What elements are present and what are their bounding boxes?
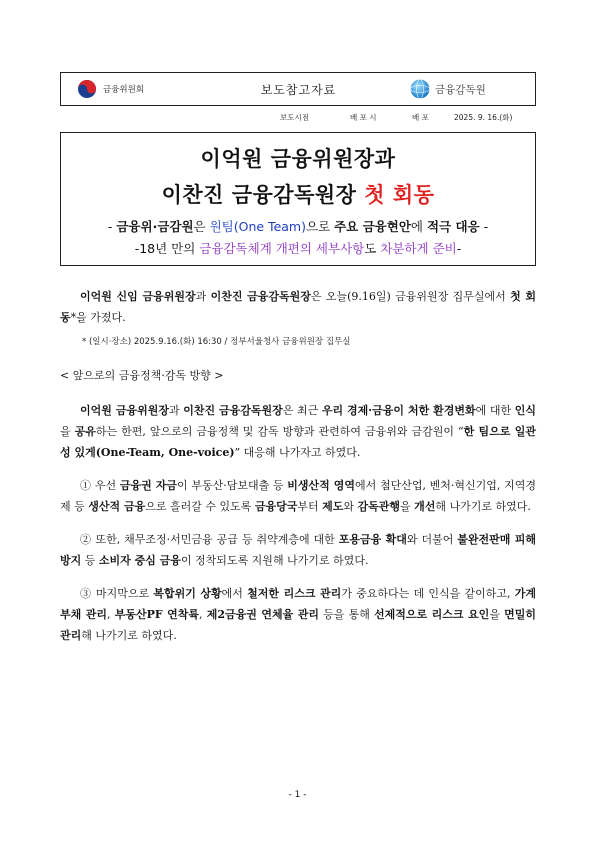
p2-t4: 을: [60, 425, 75, 438]
p5-t2: 가 중요하다는 데 인식을 같이하고,: [341, 587, 515, 600]
dist-label: 배 포: [412, 113, 429, 122]
paragraph-point-1: [60, 475, 536, 517]
subtitle-2: [61, 239, 535, 257]
p4-t0: ② 또한, 채무조정·서민금융 공급 등 취약계층에 대한: [80, 533, 339, 546]
p2-t2: 은 최근: [282, 404, 322, 417]
p3-t1: 이 부동산·담보대출 등: [177, 479, 288, 492]
p5-t5: 등을 통해: [319, 608, 375, 621]
sub1-mid2: 으로: [305, 219, 335, 234]
p2-b4: 인식: [514, 404, 536, 417]
p5-t6: 을: [489, 608, 505, 621]
sub1-one-team: 원팀(One Team): [209, 219, 306, 234]
p4-b1: 포용금융 확대: [338, 533, 407, 546]
p3-t3: 으로 흘러갈 수 있도록: [145, 500, 255, 513]
sub1-suffix: -: [479, 219, 489, 234]
sub2-suffix: -: [456, 241, 462, 256]
sub2-highlight1: 금융감독체계 개편의 세부사항: [199, 241, 365, 256]
p5-b4: 부동산PF 연착륙: [114, 608, 200, 621]
section-title: < 앞으로의 금융정책·감독 방향 >: [60, 369, 224, 382]
p3-t2: 에서 첨단산업, 벤처·혁신기업, 지역경제 등: [60, 479, 536, 513]
page-number: - 1 -: [288, 790, 307, 800]
sub1-prefix: -: [107, 219, 117, 234]
p3-t4: 부터: [297, 500, 323, 513]
p3-t7: 해 나가기로 하였다.: [435, 500, 531, 513]
report-time-value: 배 포 시: [350, 113, 377, 122]
p3-b5: 제도: [322, 500, 344, 513]
p3-b2: 비생산적 영역: [287, 479, 356, 492]
p4-t3: 이 정착되도록 지원해 나가기로 하였다.: [180, 554, 369, 567]
p3-t6: 을: [400, 500, 415, 513]
report-time-label: 보도시점: [280, 113, 309, 122]
p3-b4: 금융당국: [254, 500, 298, 513]
p3-t0: ① 우선: [80, 479, 120, 492]
p3-b1: 금융권 자금: [119, 479, 178, 492]
p1-t3: *을 가졌다.: [70, 311, 126, 324]
p2-b6: 한 팀으로 일관성 있게(One-Team, One-voice): [60, 425, 536, 459]
p2-b3: 우리 경제·금융이 처한 환경변화: [321, 404, 476, 417]
p5-b3: 가계부채 관리: [60, 587, 537, 621]
press-header: [60, 72, 536, 106]
p1-b2: 이찬진 금융감독원장: [210, 290, 311, 303]
sub2-mid: 도: [364, 241, 381, 256]
fss-logo-area: [395, 73, 535, 105]
p3-b6: 감독관행: [357, 500, 401, 513]
p3-b3: 생산적 금융: [88, 500, 146, 513]
release-info: [60, 112, 536, 126]
p1-t2: 은 오늘(9.16일) 금융위원장 집무실에서: [310, 290, 511, 303]
p2-t5: 하는 한편, 앞으로의 금융정책 및 감독 방향과 관련하여 금융위와 금감원이 “: [95, 425, 464, 438]
p5-t1: 에서: [221, 587, 248, 600]
paragraph-point-2: [60, 529, 536, 571]
headline-line1: 이억원 금융위원장과: [200, 147, 396, 171]
p2-t6: ” 대응해 나가자고 하였다.: [234, 446, 361, 459]
p3-b7: 개선: [414, 500, 436, 513]
p4-t2: 등: [81, 554, 99, 567]
fsc-name: 금융위원회: [103, 85, 145, 95]
sub1-mid1: 은: [193, 219, 210, 234]
paragraph-intro: [60, 286, 536, 328]
headline-line2: [61, 179, 535, 209]
p5-b2: 철저한 리스크 관리: [247, 587, 342, 600]
paragraph-direction: [60, 400, 536, 463]
fss-globe-icon: [409, 78, 431, 100]
p5-t4: ,: [199, 608, 207, 621]
title-box: [60, 132, 536, 266]
p1-b3: 첫 회동: [60, 290, 536, 324]
p5-b7: 면밀히 관리: [60, 608, 537, 642]
p5-b1: 복합위기 상황: [153, 587, 222, 600]
doc-type-label: 보도참고자료: [201, 73, 395, 105]
p4-b2: 불완전판매 피해 방지: [60, 533, 536, 567]
p5-t7: 해 나가기로 하였다.: [81, 629, 177, 642]
p4-b3: 소비자 중심 금융: [98, 554, 181, 567]
fsc-logo-area: [61, 73, 201, 105]
headline-highlight: 첫 회동: [364, 183, 435, 207]
p2-b1: 이억원 금융위원장: [80, 404, 169, 417]
subtitle-1: [61, 217, 535, 235]
sub1-bold2: 주요 금융현안: [334, 219, 411, 234]
release-date: 2025. 9. 16.(화): [454, 113, 513, 122]
sub1-bold3: 적극 대응: [426, 219, 480, 234]
p2-t3: 에 대한: [475, 404, 515, 417]
p5-t3: ,: [107, 608, 115, 621]
p5-b6: 선제적으로 리스크 요인: [374, 608, 490, 621]
headline-line2-main: 이찬진 금융감독원장: [161, 183, 357, 207]
p1-t1: 과: [195, 290, 211, 303]
p5-b5: 제2금융권 연체율 관리: [206, 608, 319, 621]
p4-t1: 와 더불어: [406, 533, 458, 546]
paragraph-point-3: [60, 583, 536, 646]
sub1-bold1: 금융위·금감원: [116, 219, 194, 234]
fsc-emblem-icon: [77, 79, 97, 99]
p5-t0: ③ 마지막으로: [80, 587, 154, 600]
fss-name: 금융감독원: [435, 83, 486, 96]
sub1-mid3: 에: [410, 219, 427, 234]
p2-b2: 이찬진 금융감독원장: [183, 404, 283, 417]
p2-t1: 과: [168, 404, 184, 417]
meeting-note: * (일시·장소) 2025.9.16.(화) 16:30 / 정부서울청사 금융위원장 집무실: [82, 337, 351, 347]
p3-t5: 와: [343, 500, 358, 513]
p1-b1: 이억원 신임 금융위원장: [80, 290, 196, 303]
article-body: [60, 286, 536, 646]
sub2-highlight2: 차분하게 준비: [380, 241, 457, 256]
sub2-prefix: -18년 만의: [134, 241, 200, 256]
p2-b5: 공유: [74, 425, 96, 438]
